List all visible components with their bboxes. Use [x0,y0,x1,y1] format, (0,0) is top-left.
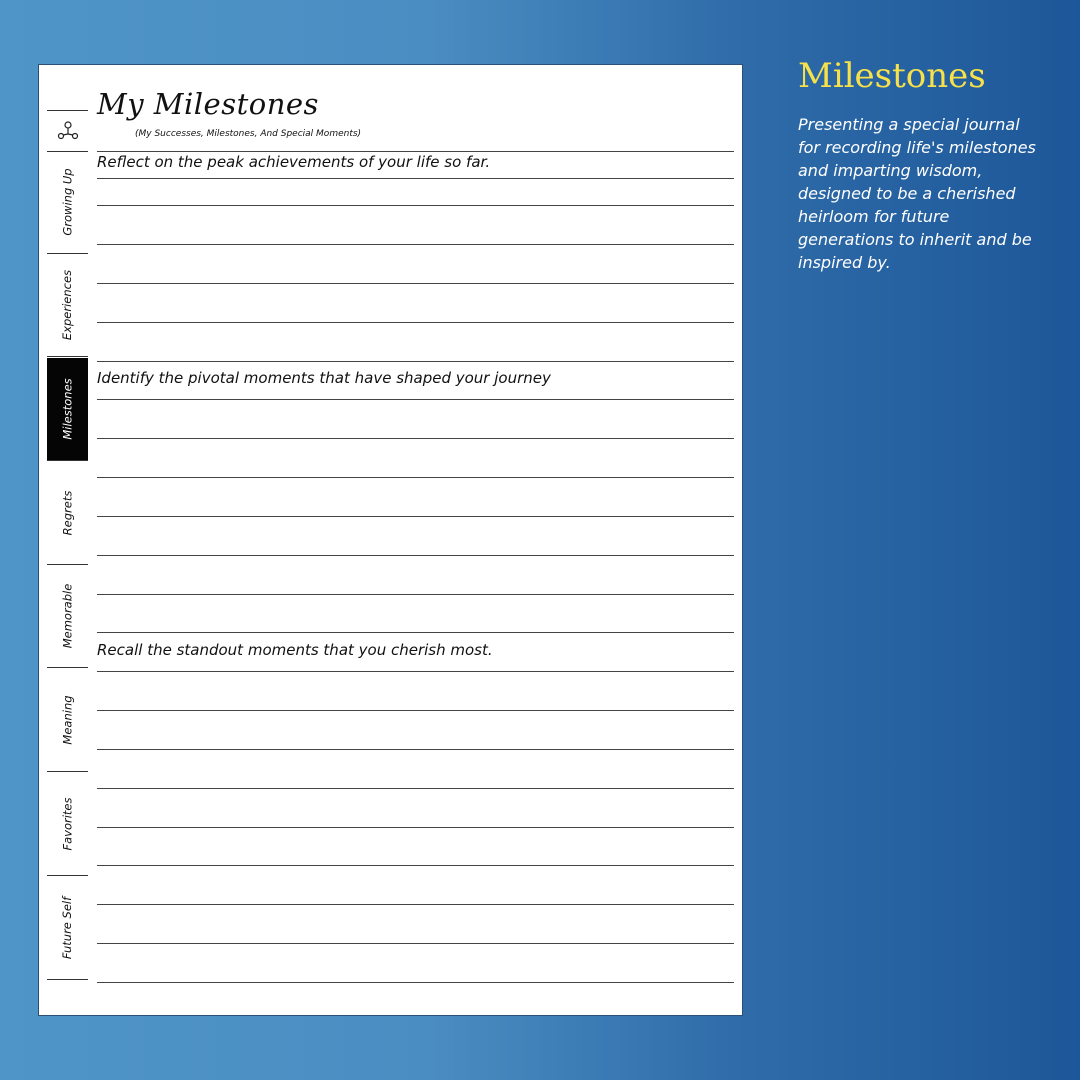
tab-label: Experiences [60,269,75,341]
rule-line [97,632,734,633]
tab-experiences[interactable] [47,254,88,357]
tab-label: Growing Up [60,168,75,236]
tab-label: Regrets [60,490,75,536]
rule-line [97,827,734,828]
prompt-text: Identify the pivotal moments that have shaped your journey [97,369,551,387]
rule-line [97,438,734,439]
tab-favorites[interactable] [47,773,88,876]
tab-regrets[interactable] [47,462,88,565]
tab-growing-up[interactable] [47,151,88,254]
rule-line [97,788,734,789]
rule-line [97,322,734,323]
page-subtitle: (My Successes, Milestones, And Special Moments) [135,129,362,139]
sidebar-title: Milestones [798,56,986,96]
tab-meaning[interactable] [47,669,88,772]
rule-line [97,151,734,152]
rule-line [97,904,734,905]
prompt-text: Recall the standout moments that you cherish most. [97,641,493,659]
section-tabs [47,110,89,981]
rule-line [97,865,734,866]
tab-label: Milestones [60,378,75,440]
rule-line [97,516,734,517]
rule-line [97,205,734,206]
rule-line [97,283,734,284]
people-network-icon [47,110,88,152]
page-title: My Milestones [97,87,319,121]
rule-line [97,594,734,595]
rule-line [97,555,734,556]
rule-line [97,399,734,400]
tab-label: Meaning [60,695,75,745]
rule-line [97,671,734,672]
rule-line [97,178,734,179]
tab-label: Memorable [60,583,75,649]
tab-memorable[interactable] [47,565,88,668]
tab-label: Favorites [60,797,75,851]
rule-line [97,943,734,944]
rule-line [97,477,734,478]
prompt-text: Reflect on the peak achievements of your life so far. [97,153,491,171]
tab-milestones[interactable] [47,358,88,461]
rule-line [97,361,734,362]
tab-future-self[interactable] [47,877,88,980]
journal-page [38,64,743,1016]
rule-line [97,749,734,750]
sidebar-description: Presenting a special journal for recording life's milestones and imparting wisdom, designed to be a cherished heirloom for future generations to inherit and be inspired by. [798,115,1036,272]
rule-line [97,244,734,245]
rule-line [97,982,734,983]
rule-line [97,710,734,711]
tab-label: Future Self [60,896,75,960]
